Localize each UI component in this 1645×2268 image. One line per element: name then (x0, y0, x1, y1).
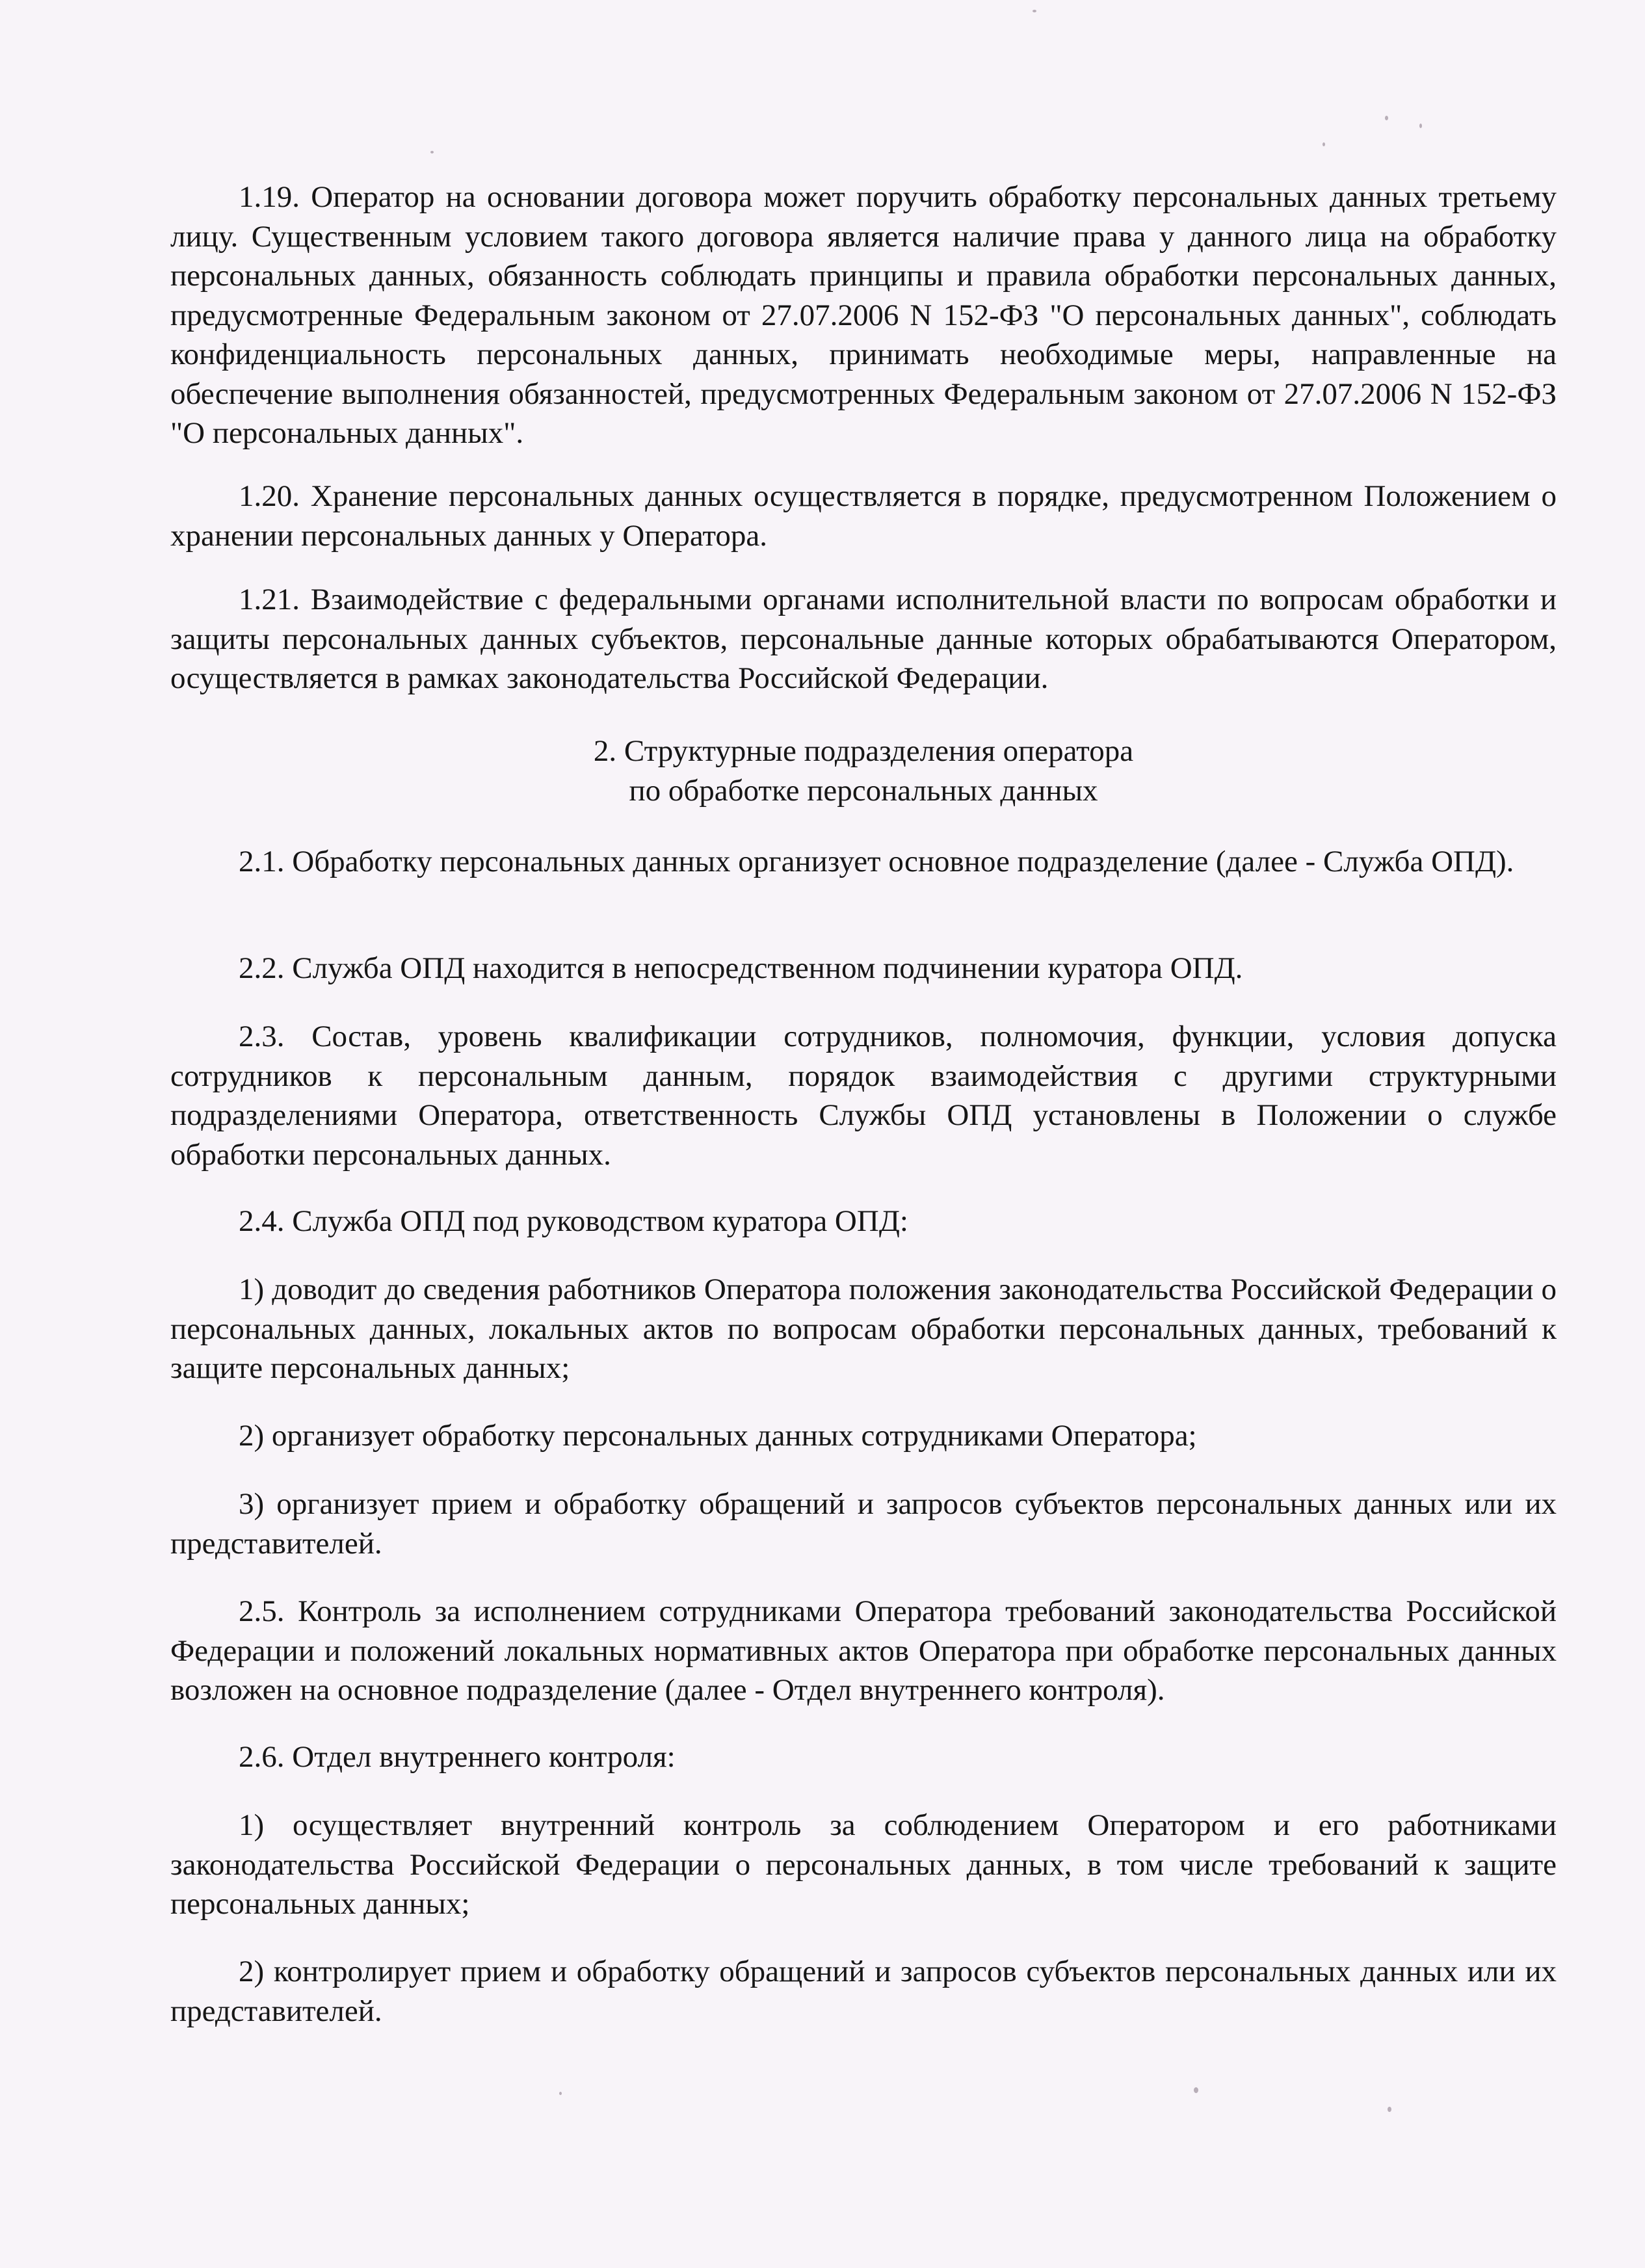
paragraph-2-3: 2.3. Состав, уровень квалификации сотрудников, полномочия, функции, условия допуска сотрудников к персональным данным, порядок взаимодействия с другими структурными подразделениями Оператора, ответственность Службы ОПД установлены в Положении о службе обработки персональных данных. (170, 1020, 1557, 1172)
section-heading-line-2: по обработке персональных данных (629, 773, 1098, 808)
section-heading (170, 732, 1557, 810)
scan-speck (1385, 116, 1388, 120)
scan-speck (1194, 2087, 1198, 2093)
list-item-2-4-1: 1) доводит до сведения работников Оператора положения законодательства Российской Федерации о персональных данных, локальных актов по вопросам обработки персональных данных, требований к защите персональных данных; (170, 1272, 1557, 1385)
paragraph-2-6: 2.6. Отдел внутреннего контроля: (239, 1740, 676, 1774)
list-item-2-4-3: 3) организует прием и обработку обращений и запросов субъектов персональных данных или их представителей. (170, 1487, 1557, 1561)
paragraph-2-1: 2.1. Обработку персональных данных организует основное подразделение (далее - Служба ОПД). (239, 845, 1514, 878)
scan-speck (1033, 10, 1036, 12)
list-item-2-6-2: 2) контролирует прием и обработку обращений и запросов субъектов персональных данных или их представителей. (170, 1955, 1557, 2028)
paragraph-2-5: 2.5. Контроль за исполнением сотрудниками Оператора требований законодательства Российской Федерации и положений локальных нормативных актов Оператора при обработке персональных данных возложен на основное подразделение (далее - Отдел внутреннего контроля). (170, 1594, 1557, 1707)
list-item-2-4-2: 2) организует обработку персональных данных сотрудниками Оператора; (239, 1419, 1197, 1453)
scan-speck (1323, 142, 1325, 146)
list-item-2-6-1: 1) осуществляет внутренний контроль за соблюдением Оператором и его работниками законодательства Российской Федерации о персональных данных, в том числе требований к защите персональных данных; (170, 1808, 1557, 1921)
paragraph-2-2: 2.2. Служба ОПД находится в непосредственном подчинении куратора ОПД. (239, 951, 1243, 985)
scan-speck (1388, 2107, 1391, 2112)
section-heading-line-1: 2. Структурные подразделения оператора (593, 734, 1134, 768)
paragraph-1-19: 1.19. Оператор на основании договора может поручить обработку персональных данных третьему лицу. Существенным условием такого договора является наличие права у данного лица на обработку персональных данных, обязанность соблюдать принципы и правила обработки персональных данных, предусмотренные Федеральным законом от 27.07.2006 N 152-ФЗ "О персональных данных", соблюдать конфиденциальность персональных данных, принимать необходимые меры, направленные на обеспечение выполнения обязанностей, предусмотренных Федеральным законом от 27.07.2006 N 152-ФЗ "О персональных данных". (170, 180, 1557, 450)
paragraph-1-20: 1.20. Хранение персональных данных осуществляется в порядке, предусмотренном Положением о хранении персональных данных у Оператора. (170, 479, 1557, 553)
paragraph-2-4: 2.4. Служба ОПД под руководством куратора ОПД: (239, 1204, 908, 1238)
paragraph-1-21: 1.21. Взаимодействие с федеральными органами исполнительной власти по вопросам обработки и защиты персональных данных субъектов, персональные данные которых обрабатываются Оператором, осуществляется в рамках законодательства Российской Федерации. (170, 583, 1557, 695)
scan-speck (430, 151, 434, 153)
scan-speck (559, 2092, 562, 2095)
scan-speck (1419, 124, 1422, 128)
